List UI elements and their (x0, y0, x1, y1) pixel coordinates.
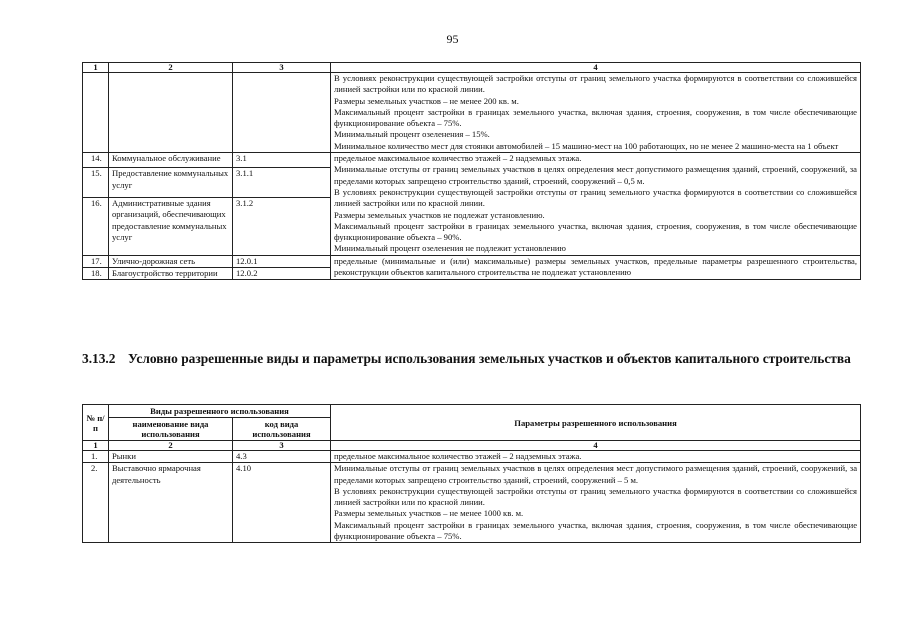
param-line: Минимальное количество мест для стоянки автомобилей – 15 машино-мест на 100 работающих, но не менее 2 машино-места на 1 объект (334, 140, 839, 151)
column-index: 1 (83, 441, 109, 451)
row-number: 1. (83, 451, 109, 463)
header-num: № п/п (83, 405, 109, 441)
table-row (83, 153, 861, 168)
conditional-use-table (82, 404, 861, 543)
param-line: Размеры земельных участков не подлежат установлению. (334, 209, 545, 220)
param-line: Минимальный процент озеленения – 15%. (334, 129, 490, 140)
param-line: В условиях реконструкции существующей застройки отступы от границ земельного участка формируются в соответствии со сложившейся линией застройки или по красной линии. (334, 186, 857, 209)
header-params: Параметры разрешенного использования (331, 405, 861, 441)
table-header-row (83, 405, 861, 418)
table-row (83, 463, 861, 543)
table-row (83, 255, 861, 267)
column-index: 4 (331, 63, 861, 73)
param-line: Максимальный процент застройки в границах земельного участка, включая здания, строения, сооружения, в том числе обеспечивающие функционирование объекта – 75%. (334, 519, 858, 542)
column-index: 3 (233, 441, 331, 451)
header-code: код вида использования (233, 418, 331, 441)
use-name: Рынки (109, 451, 233, 463)
column-index: 3 (233, 63, 331, 73)
table-row (83, 73, 861, 153)
column-index: 4 (331, 441, 861, 451)
row-number: 15. (83, 168, 109, 198)
param-line: Минимальный процент озеленения не подлежит установлению (334, 243, 566, 254)
param-line: В условиях реконструкции существующей застройки отступы от границ земельного участка формируются в соответствии со сложившейся линией застройки или по красной линии. (334, 485, 858, 508)
table-row (83, 451, 861, 463)
column-index: 2 (109, 441, 233, 451)
use-name: Улично-дорожная сеть (109, 255, 233, 267)
use-name: Административные здания организаций, обеспечивающих предоставление коммунальных услуг (109, 197, 233, 255)
use-name: Коммунальное обслуживание (109, 153, 233, 168)
use-code: 4.10 (233, 463, 331, 543)
use-code: 12.0.1 (233, 255, 331, 267)
row-number: 2. (83, 463, 109, 543)
table-index-row (83, 63, 861, 73)
use-name: Выставочно ярмарочная деятельность (109, 463, 233, 543)
param-line: предельное максимальное количество этажей – 2 надземных этажа. (334, 153, 582, 164)
param-line: Размеры земельных участков – не менее 1000 кв. м. (334, 508, 524, 519)
param-line: Максимальный процент застройки в границах земельного участка, включая здания, строения, сооружения, в том числе обеспечивающие функционирование объекта – 75%. (334, 106, 857, 129)
param-line: предельное максимальное количество этажей – 2 надземных этажа. (334, 451, 582, 461)
section-number: 3.13.2 (82, 351, 116, 366)
use-code: 3.1.1 (233, 168, 331, 198)
use-code: 4.3 (233, 451, 331, 463)
use-name: Предоставление коммунальных услуг (109, 168, 233, 198)
use-code: 3.1 (233, 153, 331, 168)
params-cell (331, 73, 861, 153)
param-line: В условиях реконструкции существующей застройки отступы от границ земельного участка формируются в соответствии со сложившейся линией застройки или по красной линии. (334, 73, 857, 95)
row-number: 18. (83, 268, 109, 280)
row-number: 14. (83, 153, 109, 168)
param-line: Минимальные отступы от границ земельных участков в целях определения мест допустимого размещения зданий, строений, сооружений, за пределами которых запрещено строительство зданий, строений, сооружений – 0,5 м. (334, 164, 857, 186)
use-code: 12.0.2 (233, 268, 331, 280)
params-cell: предельные (минимальные и (или) максимальные) размеры земельных участков, предельные параметры разрешенного строительства, реконструкции объектов капитального строительства не подлежат установлению (331, 255, 861, 280)
params-cell (331, 451, 861, 463)
header-name: наименование вида использования (109, 418, 233, 441)
row-number: 16. (83, 197, 109, 255)
param-line: Максимальный процент застройки в границах земельного участка, включая здания, строения, сооружения, в том числе обеспечивающие функционирование объекта – 90%. (334, 220, 857, 243)
params-cell (331, 463, 861, 543)
section-title: Условно разрешенные виды и параметры использования земельных участков и объектов капитального строительства (128, 351, 851, 366)
use-code: 3.1.2 (233, 197, 331, 255)
row-number: 17. (83, 255, 109, 267)
use-name: Благоустройство территории (109, 268, 233, 280)
header-group: Виды разрешенного использования (109, 405, 331, 418)
page-number: 95 (446, 32, 459, 46)
column-index: 1 (83, 63, 109, 73)
land-use-table-continued (82, 62, 861, 280)
param-line: Минимальные отступы от границ земельных участков в целях определения мест допустимого размещения зданий, строений, сооружений, за пределами которых запрещено строительство зданий, строений, сооружений – 5 м. (334, 463, 858, 485)
params-cell (331, 153, 861, 256)
param-line: Размеры земельных участков – не менее 200 кв. м. (334, 95, 519, 106)
column-index: 2 (109, 63, 233, 73)
table-index-row (83, 441, 861, 451)
